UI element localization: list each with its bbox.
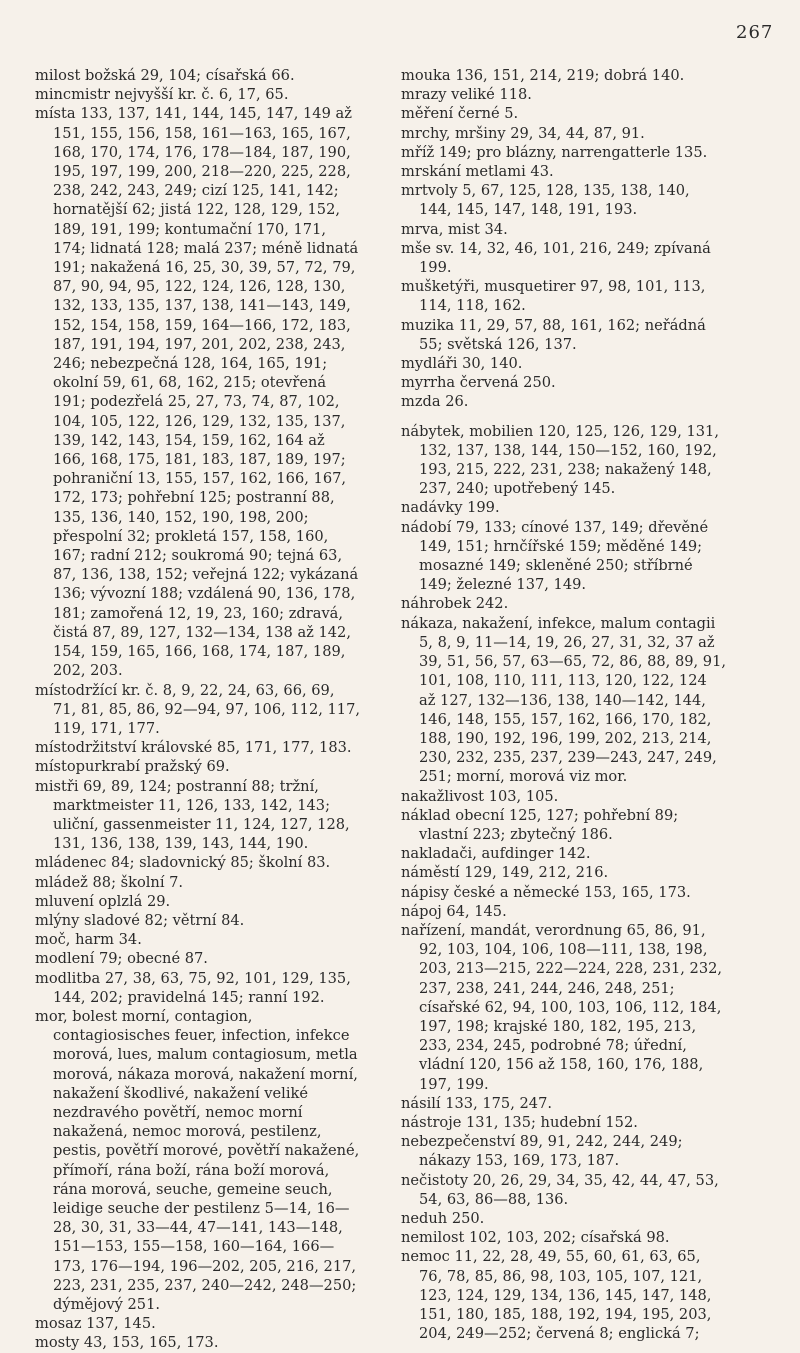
index-entry: mrva, mist 34.	[401, 220, 508, 238]
index-entry: nadávky 199.	[401, 499, 500, 517]
index-entry: nápisy české a německé 153, 165, 173.	[401, 883, 691, 901]
page-number: 267	[736, 22, 774, 43]
index-entry: nebezpečenství 89, 91, 242, 244, 249; nákazy 153, 169, 173, 187.	[401, 1133, 683, 1170]
index-entry: nápoj 64, 145.	[401, 902, 507, 920]
index-entry: mrchy, mršiny 29, 34, 44, 87, 91.	[401, 124, 645, 142]
index-entry: mosaz 137, 145.	[35, 1315, 156, 1333]
index-entry: mistři 69, 89, 124; postranní 88; tržní, marktmeister 11, 126, 133, 142, 143; uliční, gassenmeister 11, 124, 127, 128, 131, 136, 138, 139, 143, 144, 190.	[35, 777, 350, 853]
index-entry: modlení 79; obecné 87.	[35, 950, 208, 968]
index-entry: mlýny sladové 82; větrní 84.	[35, 911, 245, 929]
index-entry: neduh 250.	[401, 1209, 485, 1227]
index-entry: náhrobek 242.	[401, 595, 509, 613]
index-entry: mzda 26.	[401, 393, 469, 411]
index-entry: mydláři 30, 140.	[401, 355, 523, 373]
index-entry: nábytek, mobilien 120, 125, 126, 129, 131, 132, 137, 138, 144, 150—152, 160, 192, 193, 215, 222, 231, 238; nakažený 148, 237, 240; upotřebený 145.	[401, 422, 719, 498]
index-entry: místa 133, 137, 141, 144, 145, 147, 149 až 151, 155, 156, 158, 161—163, 165, 167, 168, 170, 174, 176, 178—184, 187, 190, 195, 197, 199, 200, 218—220, 225, 228, 238, 242, 243, 249; cizí 125, 141, 142; hornatější 62; jistá 122, 128, 129, 152, 189, 191, 199; kontumační 170, 171, 174; lidnatá 128; malá 237; méně lidnatá 191; nakažená 16, 25, 30, 39, 57, 72, 79, 87, 90, 94, 95, 122, 124, 126, 128, 130, 132, 133, 135, 137, 138, 141—143, 149, 152, 154, 158, 159, 164—166, 172, 183, 187, 191, 194, 197, 201, 202, 238, 243, 246; nebezpečná 128, 164, 165, 191; okolní 59, 61, 68, 162, 215; otevřená 191; podezřelá 25, 27, 73, 74, 87, 102, 104, 105, 122, 126, 129, 132, 135, 137, 139, 142, 143, 154, 159, 162, 164 až 166, 168, 175, 181, 183, 187, 189, 197; pohraniční 13, 155, 157, 162, 166, 167, 172, 173; pohřební 125; postranní 88, 135, 136, 140, 152, 190, 198, 200; přespolní 32; prokletá 157, 158, 160, 167; radní 212; soukromá 90; tejná 63, 87, 136, 138, 152; veřejná 122; vykázaná 136; vývozní 188; vzdálená 90, 136, 178, 181; zamořená 12, 19, 23, 160; zdravá, čistá 87, 89, 127, 132—134, 138 až 142, 154, 159, 165, 166, 168, 174, 187, 189, 202, 203.	[35, 105, 359, 680]
index-entry: nákaza, nakažení, infekce, malum contagii 5, 8, 9, 11—14, 19, 26, 27, 31, 32, 37 až 39, 51, 56, 57, 63—65, 72, 86, 88, 89, 91, 101, 108, 110, 111, 113, 120, 122, 124 až 127, 132—136, 138, 140—142, 144, 146, 148, 155, 157, 162, 166, 170, 182, 188, 190, 192, 196, 199, 202, 213, 214, 230, 232, 235, 237, 239—243, 247, 249, 251; morní, morová viz mor.	[401, 614, 727, 786]
index-entry: nástroje 131, 135; hudební 152.	[401, 1113, 638, 1131]
index-entry: mluvení oplzlá 29.	[35, 892, 171, 910]
index-entry: milost božská 29, 104; císařská 66.	[35, 67, 295, 84]
index-entry: mříž 149; pro blázny, narrengatterle 135.	[401, 143, 708, 161]
index-entry: mrskání metlami 43.	[401, 163, 554, 181]
index-entry: nečistoty 20, 26, 29, 34, 35, 42, 44, 47, 53, 54, 63, 86—88, 136.	[401, 1171, 719, 1208]
index-entry: muzika 11, 29, 57, 88, 161, 162; neřádná 55; světská 126, 137.	[401, 316, 706, 353]
index-entry: moč, harm 34.	[35, 931, 142, 949]
index-entry: náklad obecní 125, 127; pohřební 89; vlastní 223; zbytečný 186.	[401, 806, 679, 843]
index-entry: nemilost 102, 103, 202; císařská 98.	[401, 1229, 670, 1247]
index-entry: místopurkrabí pražský 69.	[35, 758, 230, 776]
index-entry: náměstí 129, 149, 212, 216.	[401, 864, 609, 882]
index-entry: mouka 136, 151, 214, 219; dobrá 140.	[401, 67, 685, 84]
index-entry: nařízení, mandát, verordnung 65, 86, 91, 92, 103, 104, 106, 108—111, 138, 198, 203, 213—215, 222—224, 228, 231, 232, 237, 238, 241, 244, 246, 248, 251; císařské 62, 94, 100, 103, 106, 112, 184, 197, 198; krajské 180, 182, 195, 213, 233, 234, 245, podrobné 78; úřední, vládní 120, 156 až 158, 160, 176, 188, 197, 199.	[401, 921, 723, 1093]
index-entry: nakladači, aufdinger 142.	[401, 845, 591, 863]
index-entry: měření černé 5.	[401, 105, 519, 123]
index-entry: mládež 88; školní 7.	[35, 873, 184, 891]
index-entry: myrrha červená 250.	[401, 374, 556, 392]
index-entry: mládenec 84; sladovnický 85; školní 83.	[35, 854, 331, 872]
index-entry: mrazy veliké 118.	[401, 86, 532, 104]
index-entry: mosty 43, 153, 165, 173.	[35, 1334, 219, 1352]
index-entry: místodržící kr. č. 8, 9, 22, 24, 63, 66, 69, 71, 81, 85, 86, 92—94, 97, 106, 112, 117, 119, 171, 177.	[35, 681, 361, 737]
index-entry: mincmistr nejvyšší kr. č. 6, 17, 65.	[35, 86, 289, 104]
index-entry: mušketýři, musquetirer 97, 98, 101, 113, 114, 118, 162.	[401, 278, 706, 315]
index-entry: nakažlivost 103, 105.	[401, 787, 559, 805]
index-entry: mše sv. 14, 32, 46, 101, 216, 249; zpívaná 199.	[401, 239, 711, 277]
index-entry: nemoc 11, 22, 28, 49, 55, 60, 61, 63, 65, 76, 78, 85, 86, 98, 103, 105, 107, 121, 123, 124, 129, 134, 136, 145, 147, 148, 151, 180, 185, 188, 192, 194, 195, 203, 204, 249—252; červená 8; englická 7;	[401, 1248, 712, 1343]
index-entry: mor, bolest morní, contagion, contagiosisches feuer, infection, infekce morová, lues, malum contagiosum, metla morová, nákaza morová, nakažení morní, nakažení škodlivé, nakažení veliké nezdravého povětří, nemoc morní nakažená, nemoc morová, pestilenz, pestis, povětří morové, povětří nakažené, přímoří, rána boží, rána boží morová, rána morová, seuche, gemeine seuch, leidige seuche der pestilenz 5—14, 16—28, 30, 31, 33—44, 47—141, 143—148, 151—153, 155—158, 160—164, 166—173, 176—194, 196—202, 205, 216, 217, 223, 231, 235, 237, 240—242, 248—250; dýmějový 251.	[35, 1007, 360, 1313]
index-column-right	[401, 66, 726, 1343]
index-entry: nádobí 79, 133; cínové 137, 149; dřevěné 149, 151; hrnčířské 159; měděné 149; mosazné 149; skleněné 250; stříbrné 149; železné 137, 149.	[401, 518, 709, 594]
index-entry: modlitba 27, 38, 63, 75, 92, 101, 129, 135, 144, 202; pravidelná 145; ranní 192.	[35, 969, 351, 1006]
index-entry: mrtvoly 5, 67, 125, 128, 135, 138, 140, 144, 145, 147, 148, 191, 193.	[401, 182, 690, 219]
index-column-left	[35, 66, 360, 1353]
index-entry: násilí 133, 175, 247.	[401, 1094, 552, 1112]
index-entry: místodržitství královské 85, 171, 177, 183.	[35, 739, 352, 757]
